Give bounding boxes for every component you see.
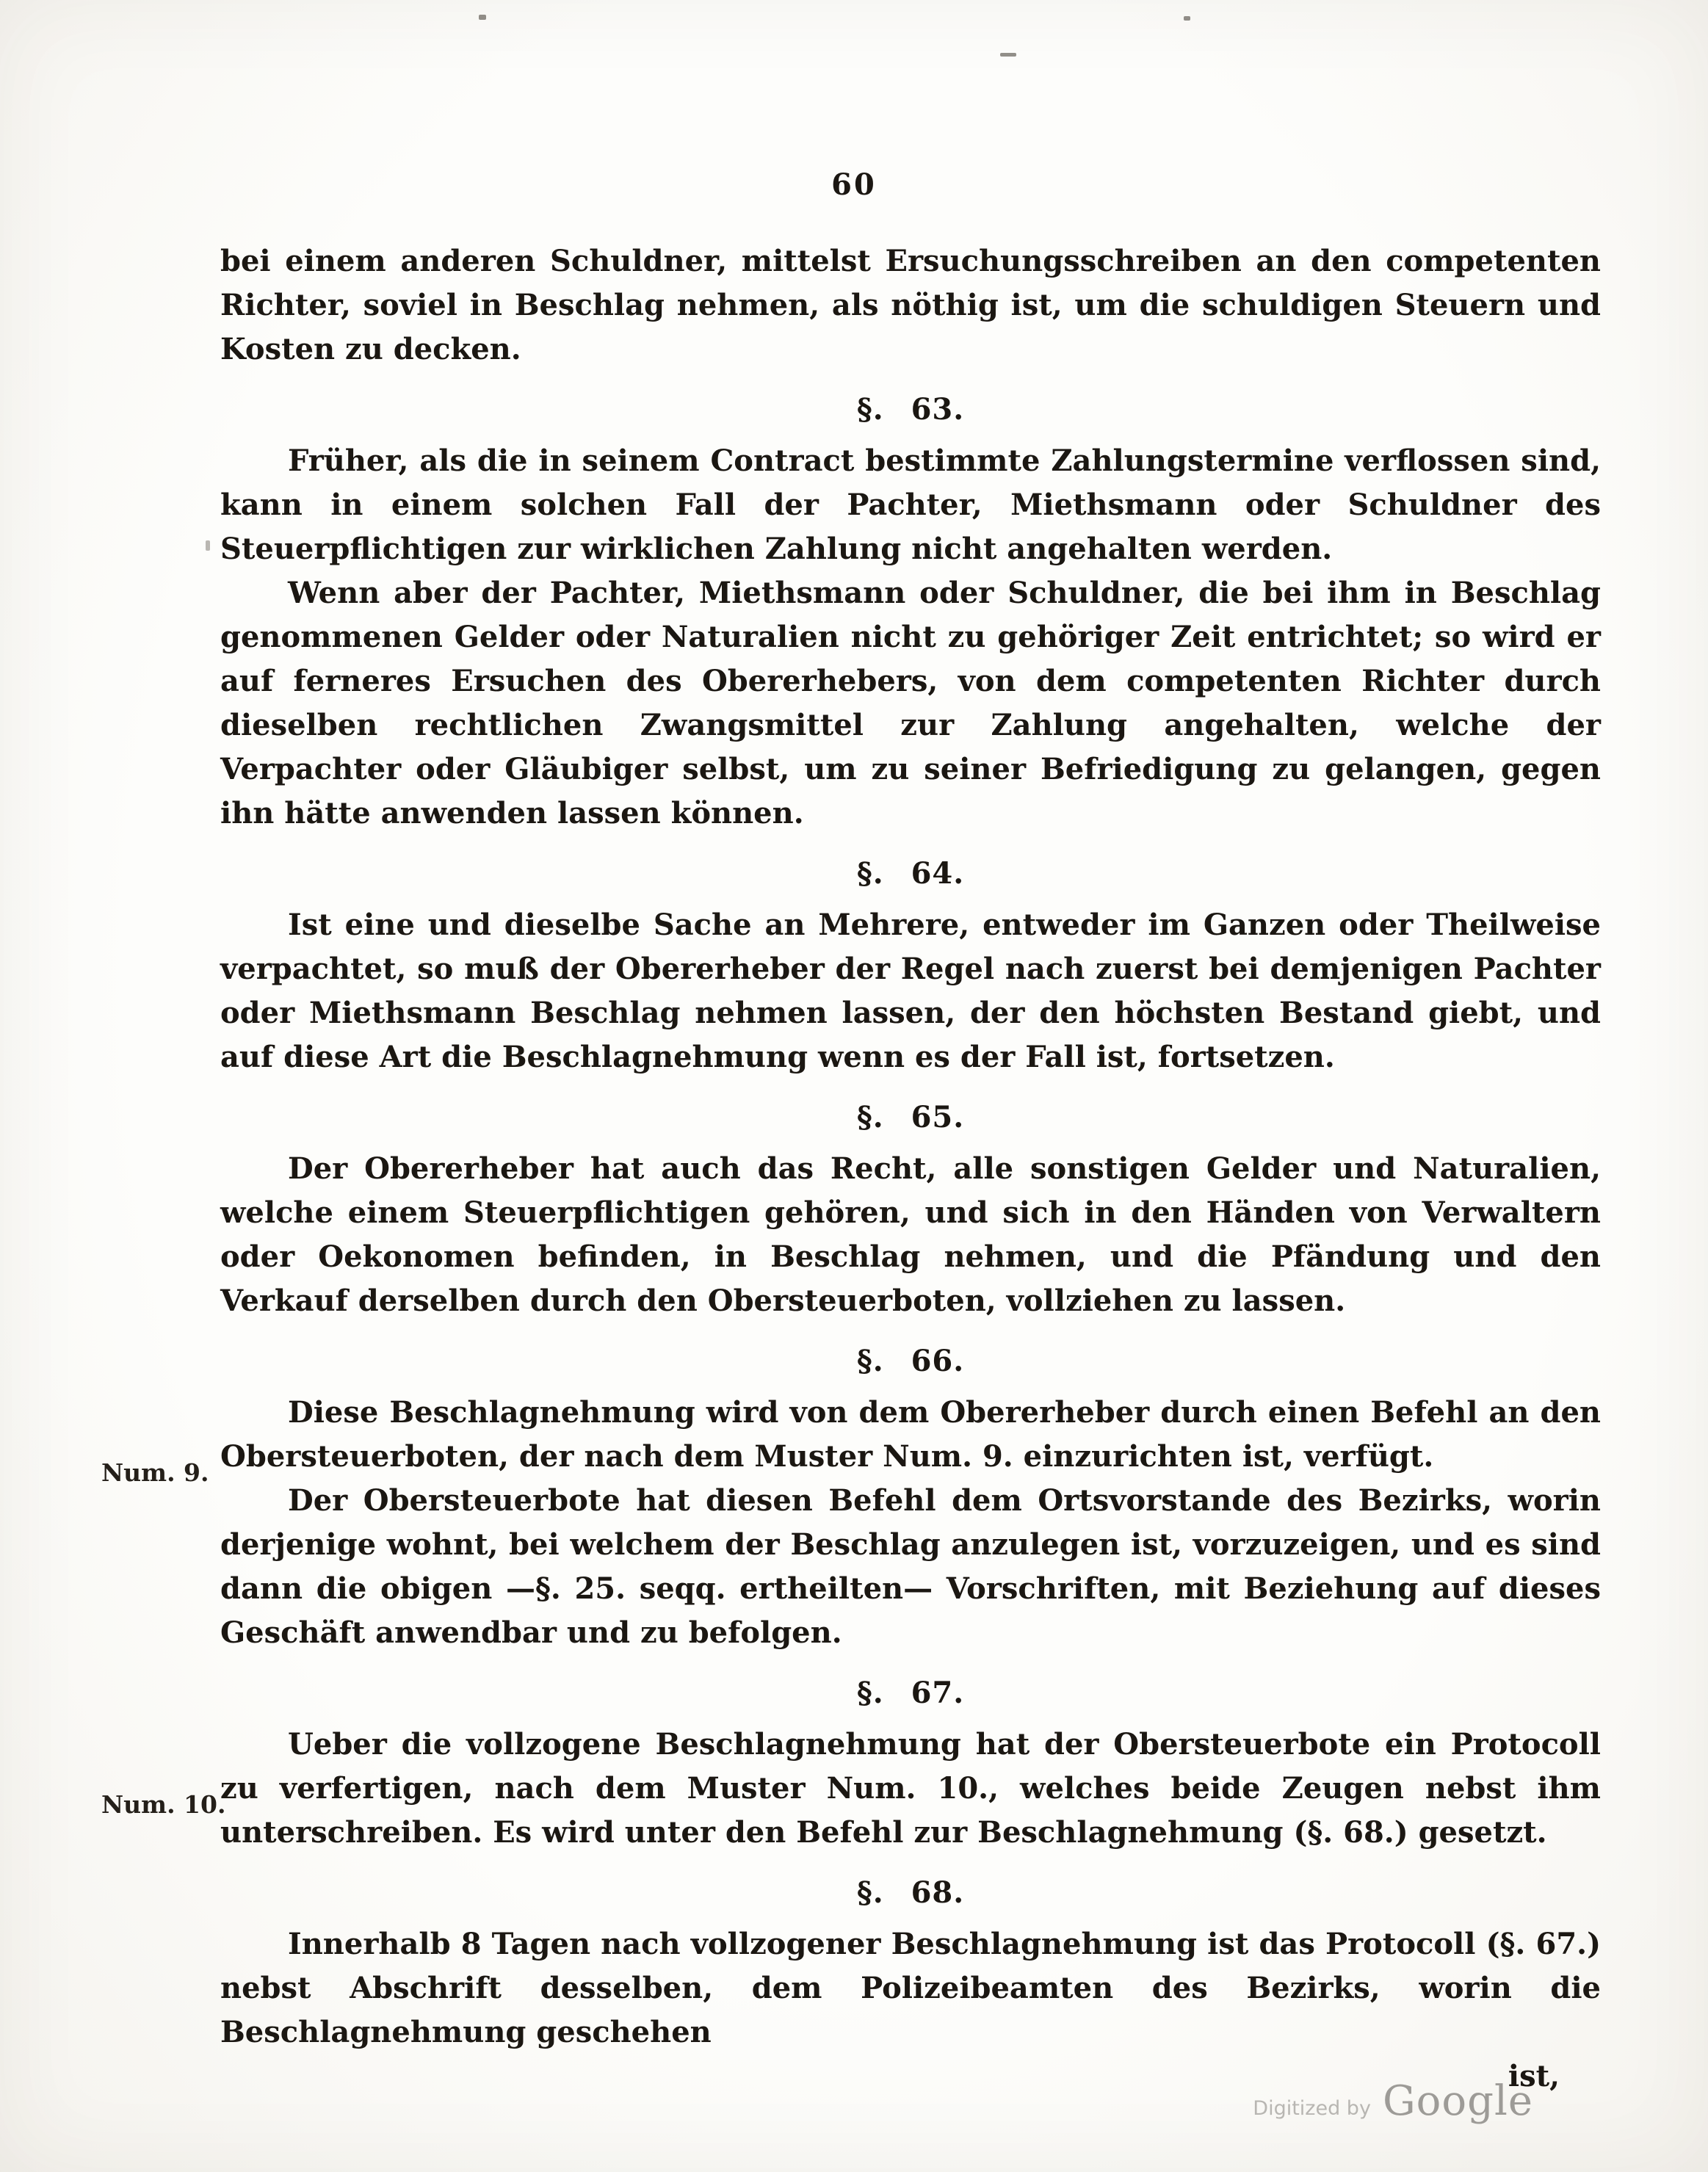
- section-heading: §. 68.: [856, 1875, 965, 1910]
- paragraph: Ueber die vollzogene Beschlagnehmung hat der Obersteuerbote ein Protocoll zu verfertigen, nach dem Muster Num. 10., welches beide Zeugen nebst ihm unterschreiben. Es wird unter den Befehl zur Beschlagnehmung (§. 68.) gesetzt.: [220, 1727, 1601, 1850]
- page-number: 60: [831, 167, 877, 202]
- margin-note-num-10: Num. 10.: [101, 1790, 226, 1819]
- section-heading: §. 65.: [856, 1100, 965, 1134]
- section-heading: §. 63.: [856, 392, 965, 427]
- section-heading: §. 67.: [856, 1676, 965, 1710]
- scan-artifact: [1000, 53, 1016, 57]
- section-63: [220, 388, 1601, 836]
- scan-artifact: [1184, 16, 1190, 21]
- section-64: [220, 852, 1601, 1079]
- scan-artifact: [206, 540, 210, 551]
- continuation-paragraph: bei einem anderen Schuldner, mittelst Ersuchungsschreiben an den competenten Richter, soviel in Beschlag nehmen, als nöthig ist, um die schuldigen Steuern und Kosten zu decken.: [220, 244, 1601, 366]
- section-66: [101, 1339, 1601, 1655]
- paragraph: Innerhalb 8 Tagen nach vollzogener Beschlagnehmung ist das Protocoll (§. 67.) nebst Abschrift desselben, dem Polizeibeamten des Bezirks, worin die Beschlagnehmung geschehen: [220, 1927, 1601, 2049]
- paragraph: Der Obersteuerbote hat diesen Befehl dem Ortsvorstande des Bezirks, worin derjenige wohnt, bei welchem der Beschlag anzulegen ist, vorzuzeigen, und es sind dann die obigen —§. 25. seqq. ertheilten— Vorschriften, mit Beziehung auf dieses Geschäft anwendbar und zu befolgen.: [220, 1483, 1601, 1650]
- paragraph: Ist eine und dieselbe Sache an Mehrere, entweder im Ganzen oder Theilweise verpachtet, so muß der Obererheber der Regel nach zuerst bei demjenigen Pachter oder Miethsmann Beschlag nehmen lassen, der den höchsten Bestand giebt, und auf diese Art die Beschlagnehmung wenn es der Fall ist, fortsetzen.: [220, 908, 1601, 1074]
- section-67: [101, 1671, 1601, 1855]
- scan-artifact: [479, 15, 486, 20]
- google-logo: Google: [1382, 2077, 1533, 2125]
- paragraph: Früher, als die in seinem Contract bestimmte Zahlungstermine verflossen sind, kann in einem solchen Fall der Pachter, Miethsmann oder Schuldner des Steuerpflichtigen zur wirklichen Zahlung nicht angehalten werden.: [220, 444, 1601, 566]
- section-68: [220, 1871, 1601, 2099]
- text-body: [101, 239, 1601, 2099]
- section-heading: §. 64.: [856, 856, 965, 891]
- margin-note-num-9: Num. 9.: [101, 1458, 209, 1487]
- catchword: ist,: [1508, 2059, 1560, 2093]
- section-heading: §. 66.: [856, 1344, 965, 1378]
- section-65: [220, 1096, 1601, 1323]
- paragraph: Der Obererheber hat auch das Recht, alle sonstigen Gelder und Naturalien, welche einem Steuerpflichtigen gehören, und sich in den Händen von Verwaltern oder Oekonomen befinden, in Beschlag nehmen, und die Pfändung und den Verkauf derselben durch den Obersteuerboten, vollziehen zu lassen.: [220, 1151, 1601, 1318]
- watermark-prefix: Digitized by: [1253, 2097, 1371, 2120]
- digitization-watermark: [1253, 2077, 1533, 2125]
- paragraph: Wenn aber der Pachter, Miethsmann oder Schuldner, die bei ihm in Beschlag genommenen Gelder oder Naturalien nicht zu gehöriger Zeit entrichtet; so wird er auf ferneres Ersuchen des Obererhebers, von dem competenten Richter durch dieselben rechtlichen Zwangsmittel zur Zahlung angehalten, welche der Verpachter oder Gläubiger selbst, um zu seiner Befriedigung zu gelangen, gegen ihn hätte anwenden lassen können.: [220, 576, 1601, 830]
- paragraph: Diese Beschlagnehmung wird von dem Obererheber durch einen Befehl an den Obersteuerboten, der nach dem Muster Num. 9. einzurichten ist, verfügt.: [220, 1395, 1601, 1474]
